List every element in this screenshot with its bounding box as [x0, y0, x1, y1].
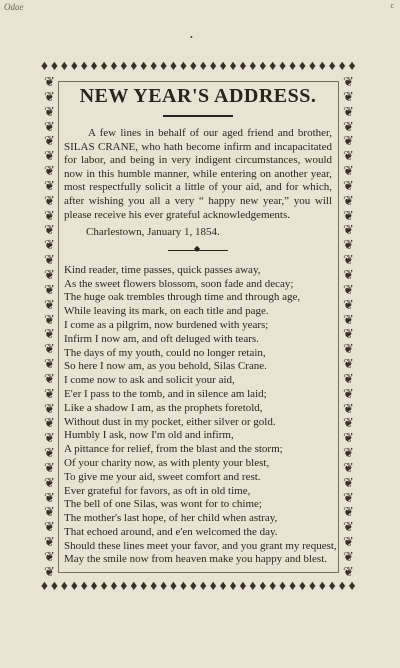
ornament-glyph: ♦: [328, 579, 336, 594]
ornament-glyph: ♦: [338, 59, 346, 74]
ornament-glyph: ♦: [90, 59, 98, 74]
ornament-glyph: ♦: [199, 579, 207, 594]
poem-line: I come as a pilgrim, now burdened with years;: [64, 318, 269, 331]
ornament-glyph: ♦: [110, 579, 118, 594]
ornament-glyph: ♦: [348, 579, 356, 594]
ornament-border-bottom: [40, 569, 357, 605]
ornament-glyph: ❦: [343, 534, 353, 550]
ornament-glyph: ❦: [343, 474, 353, 490]
poem-line: Should these lines meet your favor, and you grant my request,: [64, 539, 337, 552]
ornament-glyph: ♦: [120, 579, 128, 594]
ornament-glyph: ♦: [259, 59, 267, 74]
ornament-glyph: ❦: [44, 563, 54, 579]
ornament-glyph: ♦: [110, 59, 118, 74]
ornament-border-right: [339, 75, 357, 579]
ornament-glyph: ❦: [343, 75, 353, 89]
poem-line: Like a shadow I am, as the prophets foretold,: [64, 401, 263, 414]
ornament-glyph: ❦: [343, 385, 353, 401]
ornament-glyph: ❦: [343, 148, 353, 164]
ornament-glyph: ♦: [209, 579, 217, 594]
ornament-glyph: ❦: [343, 266, 353, 282]
ornament-glyph: ❦: [343, 177, 353, 193]
title-rule: [163, 113, 233, 119]
ornament-glyph: ♦: [140, 59, 148, 74]
ornament-glyph: ♦: [150, 59, 158, 74]
ornament-glyph: ❦: [343, 563, 353, 579]
ornament-glyph: ❦: [343, 222, 353, 238]
ornament-glyph: ❦: [343, 326, 353, 342]
ornament-glyph: ♦: [318, 579, 326, 594]
poem-line: To give me your aid, sweet comfort and rest.: [64, 470, 261, 483]
corner-mark: c: [390, 1, 394, 10]
ornament-glyph: ♦: [179, 59, 187, 74]
ornament-glyph: ❦: [44, 148, 54, 164]
ornament-glyph: ♦: [60, 579, 68, 594]
top-dot: •: [190, 33, 193, 42]
ornament-glyph: ♦: [249, 579, 257, 594]
ornament-glyph: ❦: [343, 296, 353, 312]
ornament-glyph: ❦: [44, 311, 54, 327]
ornament-glyph: ♦: [40, 59, 49, 74]
ornament-glyph: ❦: [44, 356, 54, 372]
ornament-glyph: ♦: [80, 59, 88, 74]
place-date: Charlestown, January 1, 1854.: [86, 226, 220, 239]
ornament-glyph: ❦: [44, 415, 54, 431]
ornament-glyph: ♦: [348, 59, 356, 74]
intro-paragraph: A few lines in behalf of our aged friend and brother, SILAS CRANE, who hath become infirm and incapacitated for labor, and being in very indigent circumstances, would now in this humble manner, while entering on another year, most respectfully solicit a little of your aid, and for which, after wishing you all a very “ happy new year,” you will please receive his ever grateful acknowledgements.: [64, 127, 332, 221]
ornament-glyph: ❦: [44, 341, 54, 357]
ornament-glyph: ❦: [44, 88, 54, 104]
ornament-glyph: ♦: [130, 579, 138, 594]
poem-line: Humbly I ask, now I'm old and infirm,: [64, 429, 234, 442]
poem-line: Kind reader, time passes, quick passes away,: [64, 263, 261, 276]
ornament-glyph: ♦: [219, 59, 227, 74]
ornament-glyph: ❦: [44, 103, 54, 119]
ornament-glyph: ❦: [44, 163, 54, 179]
ornament-glyph: ♦: [328, 59, 336, 74]
ornament-glyph: ❦: [44, 118, 54, 134]
ornament-glyph: ❦: [44, 237, 54, 253]
ornament-glyph: ❦: [343, 341, 353, 357]
ornament-glyph: ♦: [189, 579, 197, 594]
ornament-glyph: ❦: [44, 370, 54, 386]
ornament-glyph: ❦: [343, 281, 353, 297]
page-title: NEW YEAR'S ADDRESS.: [79, 85, 317, 107]
ornament-glyph: ♦: [318, 59, 326, 74]
ornament-glyph: ❦: [343, 311, 353, 327]
ornament-glyph: ♦: [100, 59, 108, 74]
poem-line: The mother's last hope, of her child when astray,: [64, 512, 278, 525]
ornament-glyph: ♦: [229, 579, 237, 594]
ornament-glyph: ♦: [298, 579, 307, 594]
broadside-content: [64, 85, 337, 567]
ornament-glyph: ❦: [44, 504, 54, 520]
ornament-glyph: ❦: [343, 370, 353, 386]
ornament-glyph: ❦: [343, 207, 353, 223]
ornament-glyph: ❦: [343, 118, 353, 134]
poem-line: As the sweet flowers blossom, soon fade and decay;: [64, 277, 294, 290]
ornament-glyph: ❦: [343, 489, 353, 505]
ornament-glyph: ❦: [343, 504, 353, 520]
ornament-glyph: ❦: [343, 356, 353, 372]
poem-line: A pittance for relief, from the blast and the storm;: [64, 443, 283, 456]
ornament-glyph: ❦: [44, 326, 54, 342]
handwritten-annotation: Odae: [4, 2, 24, 12]
ornament-glyph: ❦: [44, 281, 54, 297]
ornament-glyph: ♦: [279, 579, 287, 594]
ornament-glyph: ❦: [44, 519, 54, 535]
poem-line: The huge oak trembles through time and through age,: [64, 291, 301, 304]
poem-line: The days of my youth, could no longer retain,: [64, 346, 266, 359]
ornament-glyph: ♦: [169, 59, 178, 74]
ornament-glyph: ❦: [44, 400, 54, 416]
poem-line: May the smile now from heaven make you happy and blest.: [64, 553, 328, 566]
ornament-glyph: ♦: [120, 59, 128, 74]
ornament-glyph: ♦: [130, 59, 138, 74]
ornament-glyph: ♦: [249, 59, 257, 74]
ornament-glyph: ❦: [44, 266, 54, 282]
ornament-glyph: ❦: [44, 207, 54, 223]
ornament-glyph: ❦: [44, 445, 54, 461]
ornament-glyph: ♦: [288, 579, 297, 594]
ornament-glyph: ♦: [70, 579, 78, 594]
ornament-glyph: ♦: [199, 59, 207, 74]
ornament-glyph: ❦: [44, 222, 54, 238]
ornament-glyph: ♦: [229, 59, 237, 74]
ornament-glyph: ❦: [44, 192, 54, 208]
poem-line: So here I now am, as you behold, Silas Crane.: [64, 360, 267, 373]
ornament-glyph: ❦: [343, 445, 353, 461]
ornament-glyph: ❦: [343, 237, 353, 253]
ornament-glyph: ❦: [44, 474, 54, 490]
ornament-glyph: ❦: [343, 549, 353, 564]
ornament-border-top: [40, 49, 357, 85]
ornament-glyph: ♦: [239, 579, 247, 594]
poem-line: E'er I pass to the tomb, and in silence am laid;: [64, 387, 267, 400]
poem-line: The bell of one Silas, was wont for to chime;: [64, 498, 262, 511]
ornament-glyph: ♦: [140, 579, 148, 594]
ornament-glyph: ❦: [343, 519, 353, 535]
ornament-glyph: ❦: [44, 549, 54, 564]
ornament-glyph: ♦: [150, 579, 158, 594]
section-divider: [168, 248, 228, 254]
ornament-glyph: ❦: [44, 385, 54, 401]
ornament-glyph: ❦: [343, 400, 353, 416]
ornament-glyph: ❦: [44, 133, 54, 149]
ornament-glyph: ♦: [308, 579, 316, 594]
ornament-glyph: ♦: [60, 59, 68, 74]
ornament-glyph: ❦: [44, 75, 54, 89]
ornament-glyph: ❦: [343, 430, 353, 446]
ornament-glyph: ♦: [179, 579, 187, 594]
ornament-glyph: ❦: [44, 296, 54, 312]
ornament-border-left: [40, 75, 58, 579]
poem-line: Of your charity now, as with plenty your blest,: [64, 456, 270, 469]
ornament-glyph: ❦: [343, 88, 353, 104]
ornament-glyph: ❦: [343, 192, 353, 208]
ornament-glyph: ❦: [343, 163, 353, 179]
poem: [64, 263, 337, 568]
ornament-glyph: ❦: [343, 133, 353, 149]
ornament-glyph: ❦: [44, 489, 54, 505]
ornament-glyph: ♦: [159, 579, 168, 594]
poem-line: I come now to ask and solicit your aid,: [64, 374, 235, 387]
poem-line: Without dust in my pocket, either silver or gold.: [64, 415, 276, 428]
poem-line: Infirm I now am, and oft deluged with tears.: [64, 332, 259, 345]
ornament-glyph: ♦: [298, 59, 307, 74]
ornament-glyph: ♦: [50, 579, 58, 594]
ornament-glyph: ♦: [90, 579, 98, 594]
ornament-glyph: ♦: [269, 59, 277, 74]
poem-line: That echoed around, and e'en welcomed the day.: [64, 525, 278, 538]
ornament-glyph: ♦: [269, 579, 277, 594]
ornament-glyph: ❦: [343, 415, 353, 431]
poem-line: While leaving its mark, on each title and page.: [64, 305, 269, 318]
ornament-glyph: ♦: [219, 579, 227, 594]
ornament-glyph: ❦: [343, 103, 353, 119]
ornament-glyph: ♦: [169, 579, 178, 594]
ornament-glyph: ♦: [50, 59, 58, 74]
ornament-glyph: ❦: [343, 252, 353, 268]
ornament-glyph: ❦: [44, 459, 54, 475]
ornament-glyph: ♦: [80, 579, 88, 594]
ornament-glyph: ❦: [44, 430, 54, 446]
ornament-glyph: ♦: [288, 59, 297, 74]
ornament-glyph: ♦: [100, 579, 108, 594]
ornament-glyph: ♦: [159, 59, 168, 74]
ornament-glyph: ❦: [44, 534, 54, 550]
poem-line: Ever grateful for favors, as oft in old time,: [64, 484, 251, 497]
ornament-glyph: ♦: [338, 579, 346, 594]
ornament-glyph: ♦: [259, 579, 267, 594]
ornament-glyph: ♦: [40, 579, 49, 594]
ornament-glyph: ♦: [209, 59, 217, 74]
ornament-glyph: ♦: [189, 59, 197, 74]
ornament-glyph: ❦: [343, 459, 353, 475]
ornament-glyph: ❦: [44, 252, 54, 268]
ornament-glyph: ♦: [70, 59, 78, 74]
ornament-glyph: ♦: [239, 59, 247, 74]
ornament-glyph: ♦: [279, 59, 287, 74]
ornament-glyph: ♦: [308, 59, 316, 74]
ornament-glyph: ❦: [44, 177, 54, 193]
